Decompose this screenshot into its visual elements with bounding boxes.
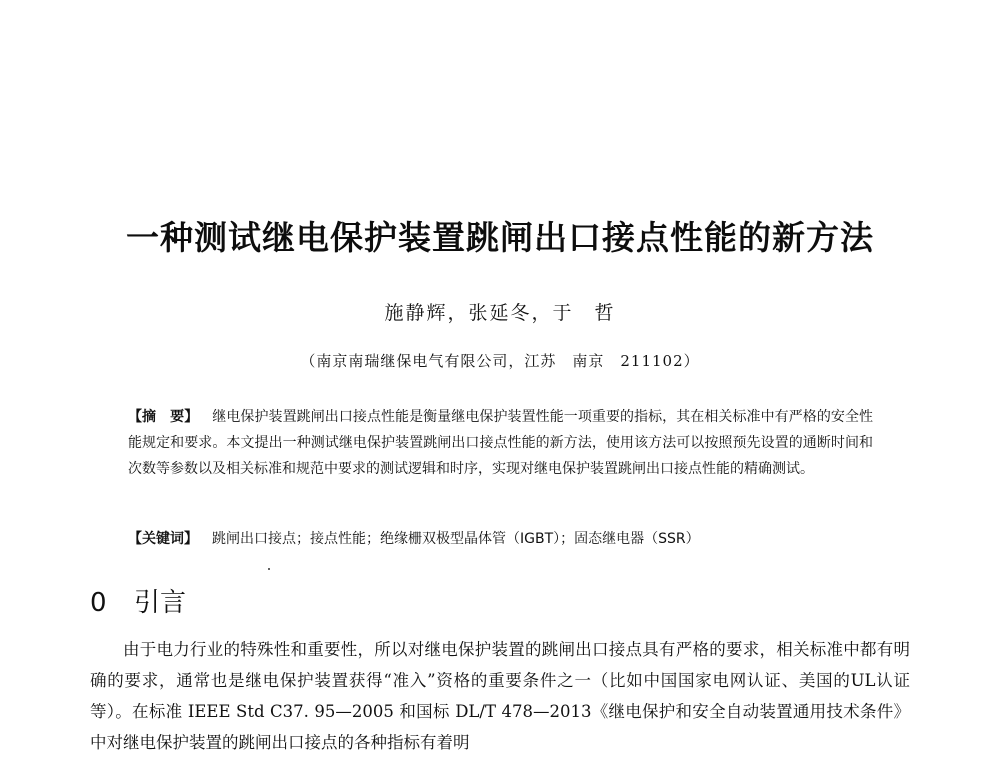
keywords-label: 【关键词】 — [128, 531, 198, 547]
paper-title: 一种测试继电保护装置跳闸出口接点性能的新方法 — [126, 218, 874, 257]
abstract-text: 继电保护装置跳闸出口接点性能是衡量继电保护装置性能一项重要的指标，其在相关标准中有严格的安全性能规定和要求。本文提出一种测试继电保护装置跳闸出口接点性能的新方法，使用该方法可以按照预先设置的通断时间和次数等参数以及相关标准和规范中要求的测试逻辑和时序，实现对继电保护装置跳闸出口接点性能的精确测试。 — [128, 409, 873, 477]
keywords-text: 跳闸出口接点；接点性能；绝缘栅双极型晶体管（IGBT）；固态继电器（SSR） — [212, 531, 700, 547]
section-title: 引言 — [134, 588, 187, 618]
body-paragraph: 由于电力行业的特殊性和重要性，所以对继电保护装置的跳闸出口接点具有严格的要求，相关标准中都有明确的要求，通常也是继电保护装置获得“准入”资格的重要条件之一（比如中国国家电网认证、美国的UL认证等）。在标准 IEEE Std C37. 95—2005 和国标 DL/T 478—2013《继电保护和安全自动装置通用技术条件》中对继电保护装置的跳闸出口接点的各种指标有着明 — [90, 640, 910, 752]
keywords-block — [128, 526, 873, 552]
abstract-label: 【摘 要】 — [128, 409, 199, 425]
section-number: 0 — [90, 588, 107, 618]
author-list: 施静辉，张延冬，于 哲 — [384, 302, 616, 324]
abstract-block — [128, 404, 873, 482]
section-heading — [90, 582, 186, 619]
stray-dot — [268, 568, 270, 570]
affiliation: （南京南瑞继保电气有限公司，江苏 南京 211102） — [300, 352, 700, 370]
body-text — [90, 634, 910, 758]
